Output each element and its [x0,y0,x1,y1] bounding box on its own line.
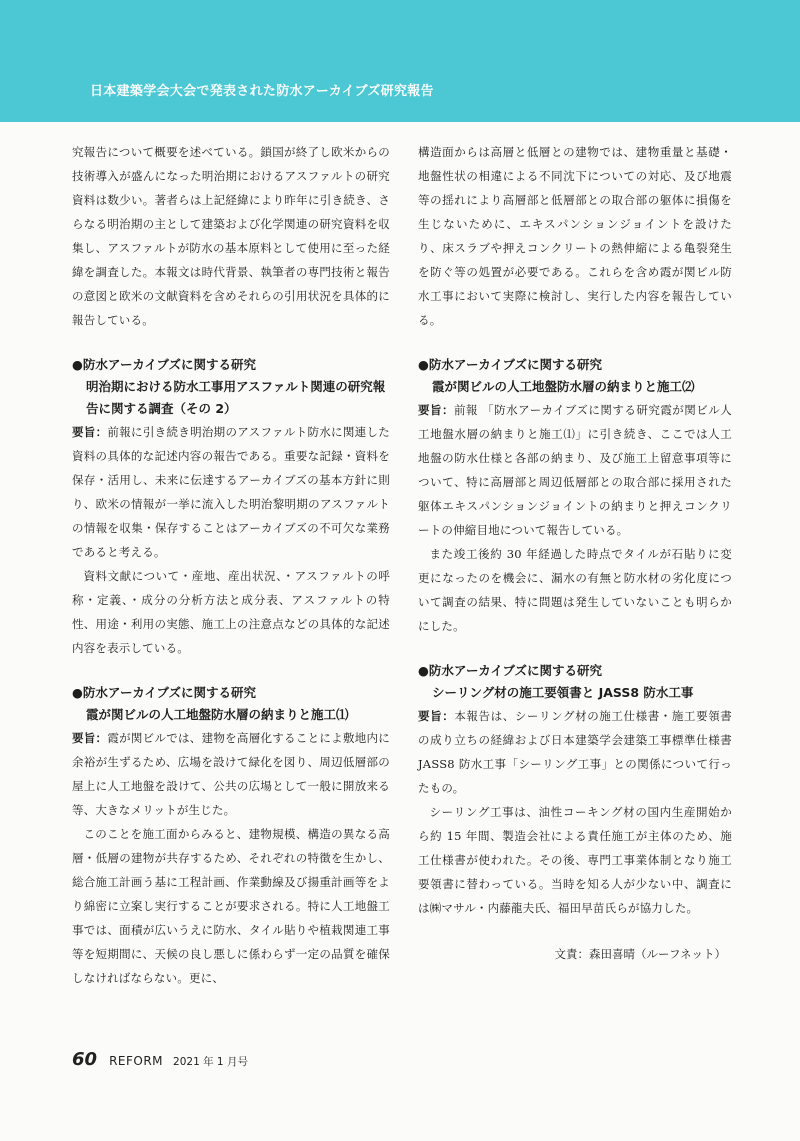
magazine-name: REFORM [109,1054,164,1068]
summary-label: 要旨： [418,709,455,723]
body-paragraph: このことを施工面からみると、建物規模、構造の異なる高層・低層の建物が共存するため、それぞれの特徴を生かし、総合施工計画う基に工程計画、作業動線及び揚重計画等をより綿密に立案し実行することが要求される。特に人工地盤工事では、面積が広いうえに防水、タイル貼りや植栽関連工事等を短期間に、天候の良し悪しに係わらず一定の品質を確保しなければならない。更に、 [72,827,390,985]
page-number: 60 [72,1049,98,1070]
summary-text: 前報に引き続き明治期のアスファルト防水に関連した資料の具体的な記述内容の報告である。重要な記録・資料を保存・活用し、未来に伝達するアーカイブズの基本方針に則り、欧米の情報が一挙に流入した明治黎明期のアスファルトの情報を収集・保存することはアーカイブズの不可欠な業務であると考える。 [72,425,390,559]
section-subtitle: 明治期における防水工事用アスファルト関連の研究報告に関する調査（その 2） [86,379,386,416]
section-heading: ●防水アーカイブズに関する研究 [418,663,603,678]
left-column [72,140,390,990]
issue-date: 2021 年 1 月号 [173,1056,248,1068]
section-subtitle: シーリング材の施工要領書と JASS8 防水工事 [432,685,694,700]
section-subtitle: 霞が関ビルの人工地盤防水層の納まりと施工⑴ [86,707,349,722]
summary-label: 要旨： [72,731,108,745]
summary-text: 霞が関ビルでは、建物を高層化することによ敷地内に余裕が生ずるため、広場を設けて緑化を図り、周辺低層部の屋上に人工地盤を設けて、公共の広場として一般に開放来る等、大きなメリットが生じた。 [72,731,390,817]
right-column [418,140,732,966]
section-kasumigaseki-2 [418,354,732,638]
summary-text: 前報 「防水アーカイブズに関する研究霞が関ビル人工地盤水層の納まりと施工⑴」に引き続き、ここでは人工地盤の防水仕様と各部の納まり、及び施工上留意事項等について、特に高層部と周辺低層部との取合部に採用された躯体エキスパンションジョイントの納まりと押えコンクリートの伸縮目地について報告している。 [418,403,732,537]
body-paragraph: また竣工後約 30 年経過した時点でタイルが石貼りに変更になったのを機会に、漏水の有無と防水材の劣化度について調査の結果、特に問題は発生していないことも明らかにした。 [418,547,732,633]
body-paragraph: 資料文献について・産地、産出状況、・アスファルトの呼称・定義、・成分の分析方法と成分表、アスファルトの特性、用途・利用の実態、施工上の注意点などの具体的な記述内容を表示している。 [72,569,390,655]
section-sealing-jass8 [418,660,732,920]
section-meiji-asphalt [72,354,390,660]
summary-label: 要旨： [418,403,454,417]
header-band [0,0,800,122]
section-heading: ●防水アーカイブズに関する研究 [72,357,257,372]
header-title: 日本建築学会大会で発表された防水アーカイブズ研究報告 [90,84,434,99]
section-heading: ●防水アーカイブズに関する研究 [72,685,257,700]
page-footer [72,1049,248,1070]
section-heading: ●防水アーカイブズに関する研究 [418,357,603,372]
section-subtitle: 霞が関ビルの人工地盤防水層の納まりと施工⑵ [432,379,695,394]
summary-text: 本報告は、シーリング材の施工仕様書・施工要領書の成り立ちの経緯および日本建築学会建築工事標準仕様書 JASS8 防水工事「シーリング工事」との関係について行ったもの。 [418,709,732,795]
section-kasumigaseki-1 [72,682,390,990]
intro-paragraph: 究報告について概要を述べている。鎖国が終了し欧米からの技術導入が盛んになった明治期におけるアスファルトの研究資料は数少い。著者らは上記経緯により昨年に引き続き、さらなる明治期の主として建築および化学関連の研究資料を収集し、アスファルトが防水の基本原料として使用に至った経緯を調査した。本報文は時代背景、執筆者の専門技術と報告の意図と欧米の文献資料を含めそれらの引用状況を具体的に報告している。 [72,145,390,327]
continued-paragraph: 構造面からは高層と低層との建物では、建物重量と基礎・地盤性状の相違による不同沈下についての対応、及び地震等の揺れにより高層部と低層部との取合部の躯体に損傷を生じないために、エキスパンションジョイントを設けたり、床スラブや押えコンクリートの熱伸縮による亀裂発生を防ぐ等の処置が必要である。これらを含め霞が関ビル防水工事において実際に検討し、実行した内容を報告している。 [418,145,732,327]
summary-label: 要旨： [72,425,108,439]
body-paragraph: シーリング工事は、油性コーキング材の国内生産開始から約 15 年間、製造会社による責任施工が主体のため、施工仕様書が使われた。その後、専門工事業体制となり施工要領書に替わっている。当時を知る人が少ない中、調査には㈱マサル・内藤龍夫氏、福田早苗氏らが協力した。 [418,805,732,915]
author-credit: 文責：森田喜晴（ルーフネット） [554,947,726,961]
